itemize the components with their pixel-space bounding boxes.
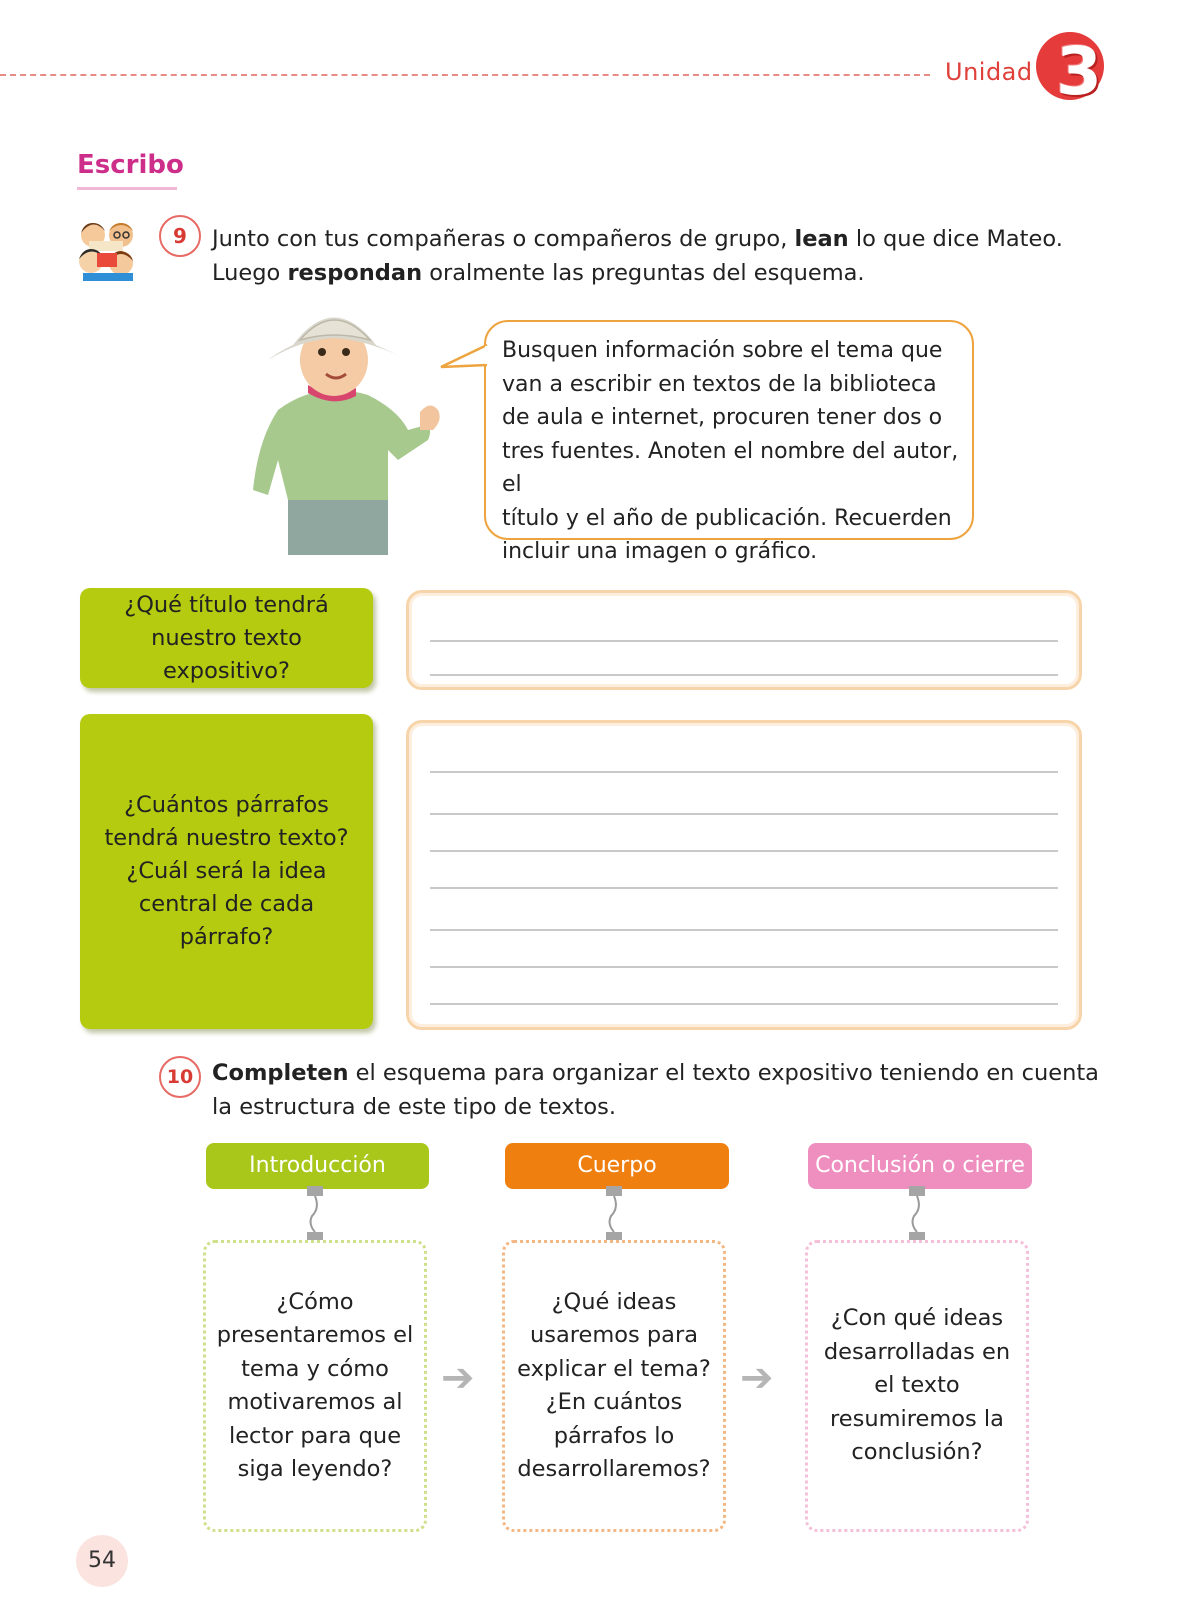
arrow-right-icon: ➔: [441, 1355, 475, 1401]
arrow-right-icon: ➔: [740, 1355, 774, 1401]
box-conclusion[interactable]: ¿Con qué ideas desarrolladas en el texto resumiremos la conclusión?: [805, 1240, 1029, 1532]
writing-line: [430, 929, 1058, 931]
connector-introduccion: [300, 1186, 330, 1242]
connector-conclusion: [902, 1186, 932, 1242]
activity-9-instruction: Junto con tus compañeras o compañeros de grupo, lean lo que dice Mateo. Luego respondan oralmente las preguntas del esquema.: [212, 226, 1063, 286]
writing-line: [430, 887, 1058, 889]
writing-line: [430, 1003, 1058, 1005]
activity-10-number: 10: [159, 1056, 201, 1098]
answer-box-paragraphs[interactable]: [406, 720, 1082, 1030]
unit-label: Unidad: [945, 58, 1033, 86]
activity-10-instruction: Completen el esquema para organizar el texto expositivo teniendo en cuenta la estructura de este tipo de textos.: [212, 1060, 1099, 1120]
answer-box-title[interactable]: [406, 590, 1082, 690]
tag-introduccion: Introducción: [206, 1143, 429, 1189]
boy-mateo-illustration: [248, 300, 458, 555]
speech-bubble-tail: [439, 343, 489, 373]
writing-line: [430, 850, 1058, 852]
writing-line: [430, 674, 1058, 676]
unit-number: 3: [1056, 33, 1102, 110]
writing-line: [430, 771, 1058, 773]
tag-cuerpo: Cuerpo: [505, 1143, 729, 1189]
section-title: Escribo: [77, 150, 184, 180]
section-underline: [77, 187, 177, 190]
writing-line: [430, 813, 1058, 815]
writing-line: [430, 640, 1058, 642]
activity-9-number: 9: [159, 215, 201, 257]
tag-conclusion: Conclusión o cierre: [808, 1143, 1032, 1189]
box-cuerpo[interactable]: ¿Qué ideas usaremos para explicar el tema? ¿En cuántos párrafos lo desarrollaremos?: [502, 1240, 726, 1532]
question-title-box: ¿Qué título tendrá nuestro texto expositivo?: [80, 588, 373, 688]
header-dashed-line: [0, 74, 930, 76]
connector-cuerpo: [599, 1186, 629, 1242]
group-work-icon: [75, 217, 141, 281]
box-introduccion[interactable]: ¿Cómo presentaremos el tema y cómo motivaremos al lector para que siga leyendo?: [203, 1240, 427, 1532]
speech-text: Busquen información sobre el tema que van a escribir en textos de la biblioteca de aula e internet, procuren tener dos o tres fuentes. Anoten el nombre del autor, el título y el año de publicación. Recuerden incluir una imagen o gráfico.: [502, 338, 959, 564]
question-paragraphs-box: ¿Cuántos párrafos tendrá nuestro texto? ¿Cuál será la idea central de cada párrafo?: [80, 714, 373, 1029]
page-number: 54: [88, 1548, 116, 1573]
writing-line: [430, 966, 1058, 968]
